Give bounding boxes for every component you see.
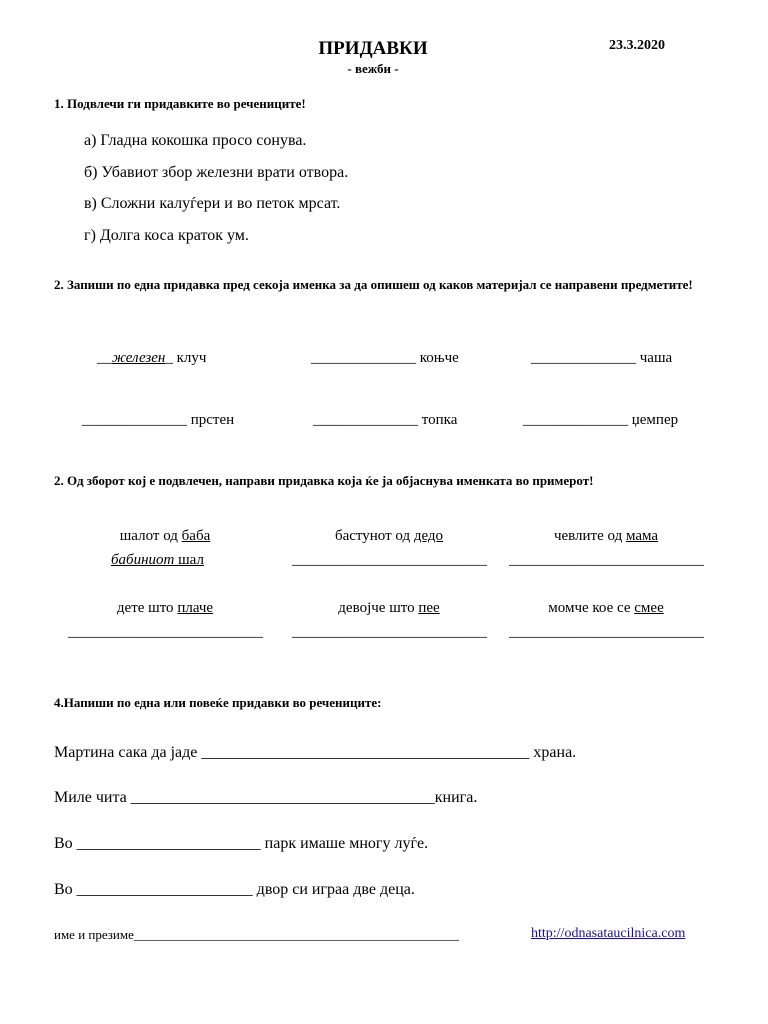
noun: џемпер (628, 412, 679, 428)
blank-line[interactable]: ______________ (531, 350, 636, 366)
prompt-text: шалот од (119, 528, 182, 544)
underlined-word: пее (418, 600, 440, 616)
section1-heading: 1. Подвлечи ги придавките во речениците! (54, 96, 306, 111)
section4-heading: 4.Напиши по една или повеќе придавки во речениците: (54, 695, 382, 710)
section4-sentence-2[interactable]: Миле чита ______________________________________книга. (54, 789, 478, 806)
section1-item-a: а) Гладна кокошка просо сонува. (84, 132, 307, 149)
blank-line[interactable]: ______________ (82, 412, 187, 428)
answer-noun: шал (174, 552, 204, 568)
section3-r2-c2-prompt (338, 600, 439, 617)
section2-r2-c1 (82, 412, 234, 429)
underlined-word: мама (625, 528, 659, 544)
section3-r2-c3-prompt (548, 600, 663, 617)
section3-r2-c2-line[interactable]: __________________________ (292, 624, 487, 640)
section3-r1-c2-prompt (335, 528, 443, 545)
section2-r1-c1 (97, 350, 206, 367)
noun: прстен (187, 412, 235, 428)
blank-line[interactable]: ______________ (313, 412, 418, 428)
name-surname-field[interactable]: име и презиме__________________________________________________ (54, 927, 459, 942)
noun: топка (418, 412, 458, 428)
section3-r1-c2-line[interactable]: __________________________ (292, 552, 487, 568)
page-title: ПРИДАВКИ (318, 38, 428, 59)
blank-prefix: __ (97, 350, 112, 366)
date: 23.3.2020 (609, 38, 665, 53)
prompt-text: чевлите од (553, 528, 626, 544)
section2-r2-c3 (523, 412, 678, 429)
noun: коњче (416, 350, 459, 366)
section3-r1-c1-answer (111, 552, 204, 569)
underlined-word: смее (634, 600, 664, 616)
section3-r2-c1-prompt (117, 600, 213, 617)
section2-r2-c2 (313, 412, 457, 429)
prompt-text: момче кое се (548, 600, 635, 616)
section2-heading: 2. Запиши по една придавка пред секоја именка за да опишеш од каков материјал се направени предметите! (54, 277, 693, 292)
section3-r2-c3-line[interactable]: __________________________ (509, 624, 704, 640)
section1-item-c: в) Сложни калуѓери и во петок мрсат. (84, 195, 341, 212)
prompt-text: дете што (116, 600, 178, 616)
underlined-word: баба (181, 528, 211, 544)
section4-sentence-1[interactable]: Мартина сака да јаде _________________________________________ храна. (54, 744, 577, 761)
prompt-text: бастунот од (334, 528, 414, 544)
example-answer: железен (112, 350, 166, 366)
example-answer: бабиниот (111, 552, 175, 568)
section3-r2-c1-line[interactable]: __________________________ (68, 624, 263, 640)
section3-heading: 2. Од зборот кој е подвлечен, направи придавка која ќе ја објаснува именката во примерот! (54, 473, 594, 488)
blank-line[interactable]: ______________ (523, 412, 628, 428)
blank-line[interactable]: ______________ (311, 350, 416, 366)
section4-sentence-3[interactable]: Во _______________________ парк имаше многу луѓе. (54, 835, 429, 852)
underlined-word: плаче (177, 600, 214, 616)
prompt-text: девојче што (338, 600, 419, 616)
section2-r1-c2 (311, 350, 459, 367)
underlined-word: дедо (413, 528, 444, 544)
section3-r1-c1-prompt (120, 528, 210, 545)
noun: _ клуч (165, 350, 207, 366)
section1-item-d: г) Долга коса краток ум. (84, 227, 249, 244)
section3-r1-c3-prompt (554, 528, 658, 545)
section4-sentence-4[interactable]: Во ______________________ двор си играа две деца. (54, 881, 415, 898)
section2-r1-c3 (531, 350, 672, 367)
noun: чаша (636, 350, 673, 366)
website-link[interactable]: http://odnasataucilnica.com (531, 926, 686, 941)
page-subtitle: - вежби - (347, 61, 399, 76)
section1-item-b: б) Убавиот збор железни врати отвора. (84, 164, 349, 181)
section3-r1-c3-line[interactable]: __________________________ (509, 552, 704, 568)
